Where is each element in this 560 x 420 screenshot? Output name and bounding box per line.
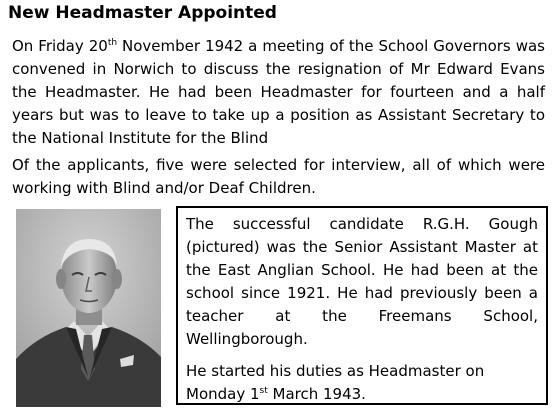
intro-text-start: On Friday 20 (12, 37, 108, 55)
intro-text-rest: November 1942 a meeting of the School Governors was convened in Norwich to discuss the resignation of Mr Edward Evans the Headmaster. He had been Headmaster for fourteen and a half years but was to leave to take up a position as Assistant Secretary to the National Institute for the Blind (12, 37, 545, 147)
page-title: New Headmaster Appointed (8, 3, 277, 23)
start-date-text-start: He started his duties as Headmaster on Monday 1 (186, 362, 485, 403)
caption-box (176, 206, 548, 405)
caption-paragraph: The successful candidate R.G.H. Gough (pictured) was the Senior Assistant Master at the East Anglian School. He had been at the school since 1921. He had previously been a teacher at the Freemans School, Wellingborough. (186, 215, 538, 348)
start-date-superscript: st (259, 386, 268, 396)
applicants-paragraph: Of the applicants, five were selected for interview, all of which were working with Blind and/or Deaf Children. (12, 156, 545, 197)
intro-paragraph (12, 35, 545, 150)
portrait-photo-icon (16, 209, 161, 407)
start-date-paragraph (186, 360, 538, 406)
portrait-photo (16, 209, 161, 407)
date-superscript: th (107, 38, 118, 48)
start-date-text-end: March 1943. (267, 385, 366, 403)
